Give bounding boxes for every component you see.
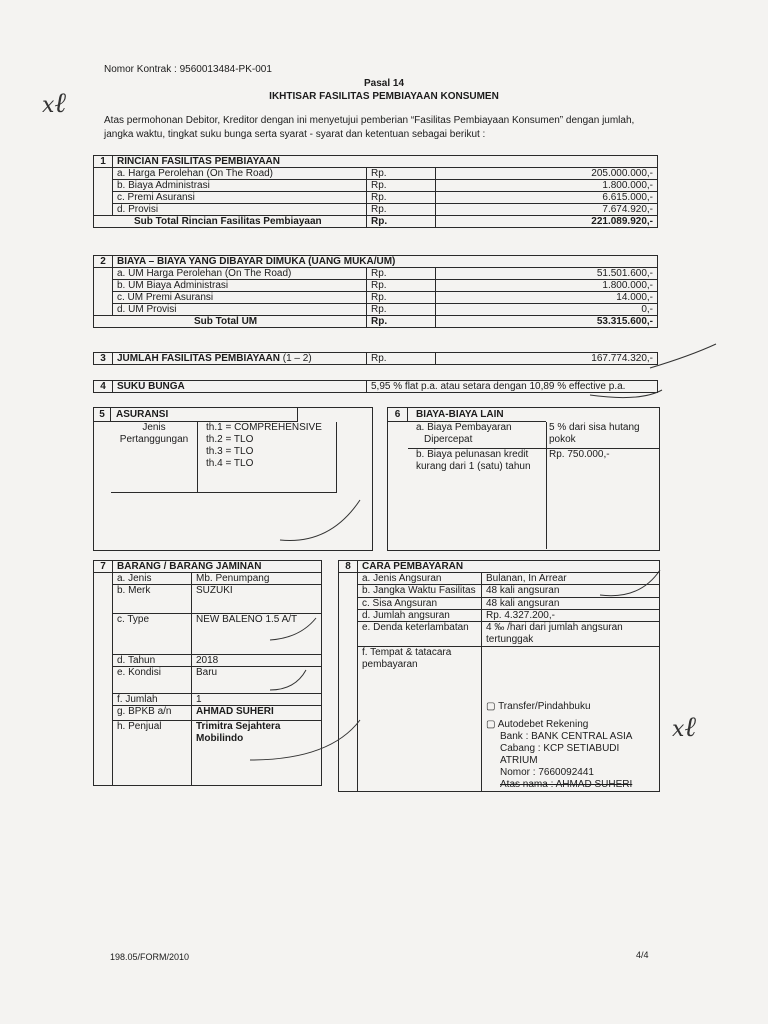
row-currency: Rp. — [367, 180, 436, 192]
item-label: f. Jumlah — [113, 694, 192, 706]
section-number: 2 — [94, 256, 113, 268]
payment-value: Rp. 4.327.200,- — [482, 610, 660, 622]
row-value: 6.615.000,- — [436, 192, 658, 204]
section-number: 3 — [94, 353, 113, 365]
row-label: a. UM Harga Perolehan (On The Road) — [113, 268, 367, 280]
section-number: 8 — [339, 561, 358, 573]
section-title: CARA PEMBAYARAN — [358, 561, 660, 573]
row-value: 167.774.320,- — [436, 353, 658, 365]
item-label: b. Merk — [113, 585, 192, 614]
subtotal-label: Sub Total Rincian Fasilitas Pembiayaan — [94, 216, 367, 228]
section-title: BIAYA – BIAYA YANG DIBAYAR DIMUKA (UANG MUKA/UM) — [113, 256, 658, 268]
item-value: Trimitra Sejahtera Mobilindo — [192, 721, 322, 786]
account-number: Nomor : 7660092441 — [500, 767, 594, 778]
row-currency: Rp. — [367, 192, 436, 204]
fee-label: kurang dari 1 (satu) tahun — [416, 461, 531, 472]
section-title: ASURANSI — [111, 408, 298, 422]
payment-option: Autodebet Rekening — [497, 719, 589, 730]
fee-value: pokok — [549, 434, 576, 445]
item-label: g. BPKB a/n — [113, 706, 192, 721]
insurance-item: th.2 = TLO — [206, 434, 254, 445]
form-code: 198.05/FORM/2010 — [110, 952, 190, 962]
row-currency: Rp. — [367, 268, 436, 280]
item-label: c. Type — [113, 614, 192, 655]
insurance-label: Jenis — [142, 422, 166, 433]
row-label: d. Provisi — [113, 204, 367, 216]
payment-option: Transfer/Pindahbuku — [498, 701, 591, 712]
row-value: 51.501.600,- — [436, 268, 658, 280]
item-label: h. Penjual — [113, 721, 192, 786]
bank-branch: ATRIUM — [500, 755, 538, 766]
row-label: b. UM Biaya Administrasi — [113, 280, 367, 292]
check-mark — [270, 618, 316, 640]
fee-label: Dipercepat — [424, 434, 473, 445]
insurance-item: th.4 = TLO — [206, 458, 254, 469]
section-number: 1 — [94, 156, 113, 168]
section-title: BIAYA-BIAYA LAIN — [408, 408, 546, 422]
row-value: 205.000.000,- — [436, 168, 658, 180]
section-number: 4 — [94, 381, 113, 393]
item-value: SUZUKI — [192, 585, 322, 614]
section-number: 5 — [94, 408, 111, 422]
row-label: c. Premi Asuransi — [113, 192, 367, 204]
check-mark — [280, 500, 360, 541]
row-currency: Rp. — [367, 304, 436, 316]
account-name: Atas nama : AHMAD SUHERI — [500, 779, 633, 790]
payment-label: e. Denda keterlambatan — [358, 622, 482, 647]
fee-value: Rp. 750.000,- — [549, 449, 610, 460]
row-value: 14.000,- — [436, 292, 658, 304]
page-number: 4/4 — [636, 950, 649, 960]
subtotal-currency: Rp. — [367, 316, 436, 328]
initials-signature: xℓ — [672, 710, 697, 743]
check-mark — [250, 720, 360, 760]
intro-paragraph: Atas permohonan Debitor, Kreditor dengan ini menyetujui pemberian “Fasilitas Pembiayaan Konsumen” dengan jumlah, jangka waktu, tingkat suku bunga serta syarat - syarat dan ketentuan sebagai berikut : — [104, 115, 635, 140]
payment-label: c. Sisa Angsuran — [358, 598, 482, 610]
item-value: Mb. Penumpang — [192, 573, 322, 585]
section-title: SUKU BUNGA — [113, 381, 367, 393]
payment-label: a. Jenis Angsuran — [358, 573, 482, 585]
checkbox-icon: ▢ — [486, 719, 496, 730]
section-suffix: (1 – 2) — [282, 353, 312, 364]
row-value: 0,- — [436, 304, 658, 316]
section-title: BARANG / BARANG JAMINAN — [113, 561, 322, 573]
check-mark — [650, 344, 716, 368]
pasal-label: Pasal 14 — [363, 78, 405, 89]
item-label: e. Kondisi — [113, 667, 192, 694]
section-number: 7 — [94, 561, 113, 573]
check-mark — [590, 390, 662, 398]
page-title: IKHTISAR FASILITAS PEMBIAYAAN KONSUMEN — [269, 91, 499, 102]
bank-name: Bank : BANK CENTRAL ASIA — [500, 731, 633, 742]
payment-value: 48 kali angsuran — [482, 585, 660, 598]
row-value: 1.800.000,- — [436, 180, 658, 192]
row-currency: Rp. — [367, 168, 436, 180]
subtotal-currency: Rp. — [367, 216, 436, 228]
payment-label: b. Jangka Waktu Fasilitas — [358, 585, 482, 598]
item-value: Baru — [192, 667, 322, 694]
row-label: c. UM Premi Asuransi — [113, 292, 367, 304]
section-title: RINCIAN FASILITAS PEMBIAYAAN — [113, 156, 658, 168]
initials-signature: xℓ — [42, 86, 67, 119]
row-currency: Rp. — [367, 204, 436, 216]
row-value: 1.800.000,- — [436, 280, 658, 292]
row-label: a. Harga Perolehan (On The Road) — [113, 168, 367, 180]
bank-branch: Cabang : KCP SETIABUDI — [500, 743, 620, 754]
item-value: 2018 — [192, 655, 322, 667]
payment-label: d. Jumlah angsuran — [358, 610, 482, 622]
subtotal-value: 53.315.600,- — [436, 316, 658, 328]
contract-number: Nomor Kontrak : 9560013484-PK-001 — [104, 64, 272, 75]
item-label: a. Jenis — [113, 573, 192, 585]
fee-label: b. Biaya pelunasan kredit — [416, 449, 529, 460]
fee-label: a. Biaya Pembayaran — [416, 422, 512, 433]
subtotal-value: 221.089.920,- — [436, 216, 658, 228]
insurance-item: th.3 = TLO — [206, 446, 254, 457]
section-number: 6 — [388, 408, 408, 422]
payment-value: Bulanan, In Arrear — [482, 573, 660, 585]
section-title: JUMLAH FASILITAS PEMBIAYAAN — [117, 353, 280, 364]
fee-value: 5 % dari sisa hutang — [549, 422, 640, 433]
item-value: AHMAD SUHERI — [192, 706, 322, 721]
insurance-item: th.1 = COMPREHENSIVE — [206, 422, 322, 433]
row-currency: Rp. — [367, 353, 436, 365]
item-label: d. Tahun — [113, 655, 192, 667]
row-value: 7.674.920,- — [436, 204, 658, 216]
payment-label: f. Tempat & tatacara pembayaran — [358, 647, 482, 792]
row-currency: Rp. — [367, 292, 436, 304]
payment-value: 48 kali angsuran — [482, 598, 660, 610]
row-label: d. UM Provisi — [113, 304, 367, 316]
insurance-label: Pertanggungan — [119, 434, 189, 445]
item-value: 1 — [192, 694, 322, 706]
check-mark — [600, 570, 660, 596]
checkbox-icon: ▢ — [486, 701, 496, 712]
check-mark — [270, 670, 306, 690]
payment-value: 4 ‰ /hari dari jumlah angsuran tertunggak — [482, 622, 660, 647]
row-currency: Rp. — [367, 280, 436, 292]
subtotal-label: Sub Total UM — [94, 316, 367, 328]
row-value: 5,95 % flat p.a. atau setara dengan 10,89 % effective p.a. — [367, 381, 658, 393]
item-value: NEW BALENO 1.5 A/T — [192, 614, 322, 655]
row-label: b. Biaya Administrasi — [113, 180, 367, 192]
